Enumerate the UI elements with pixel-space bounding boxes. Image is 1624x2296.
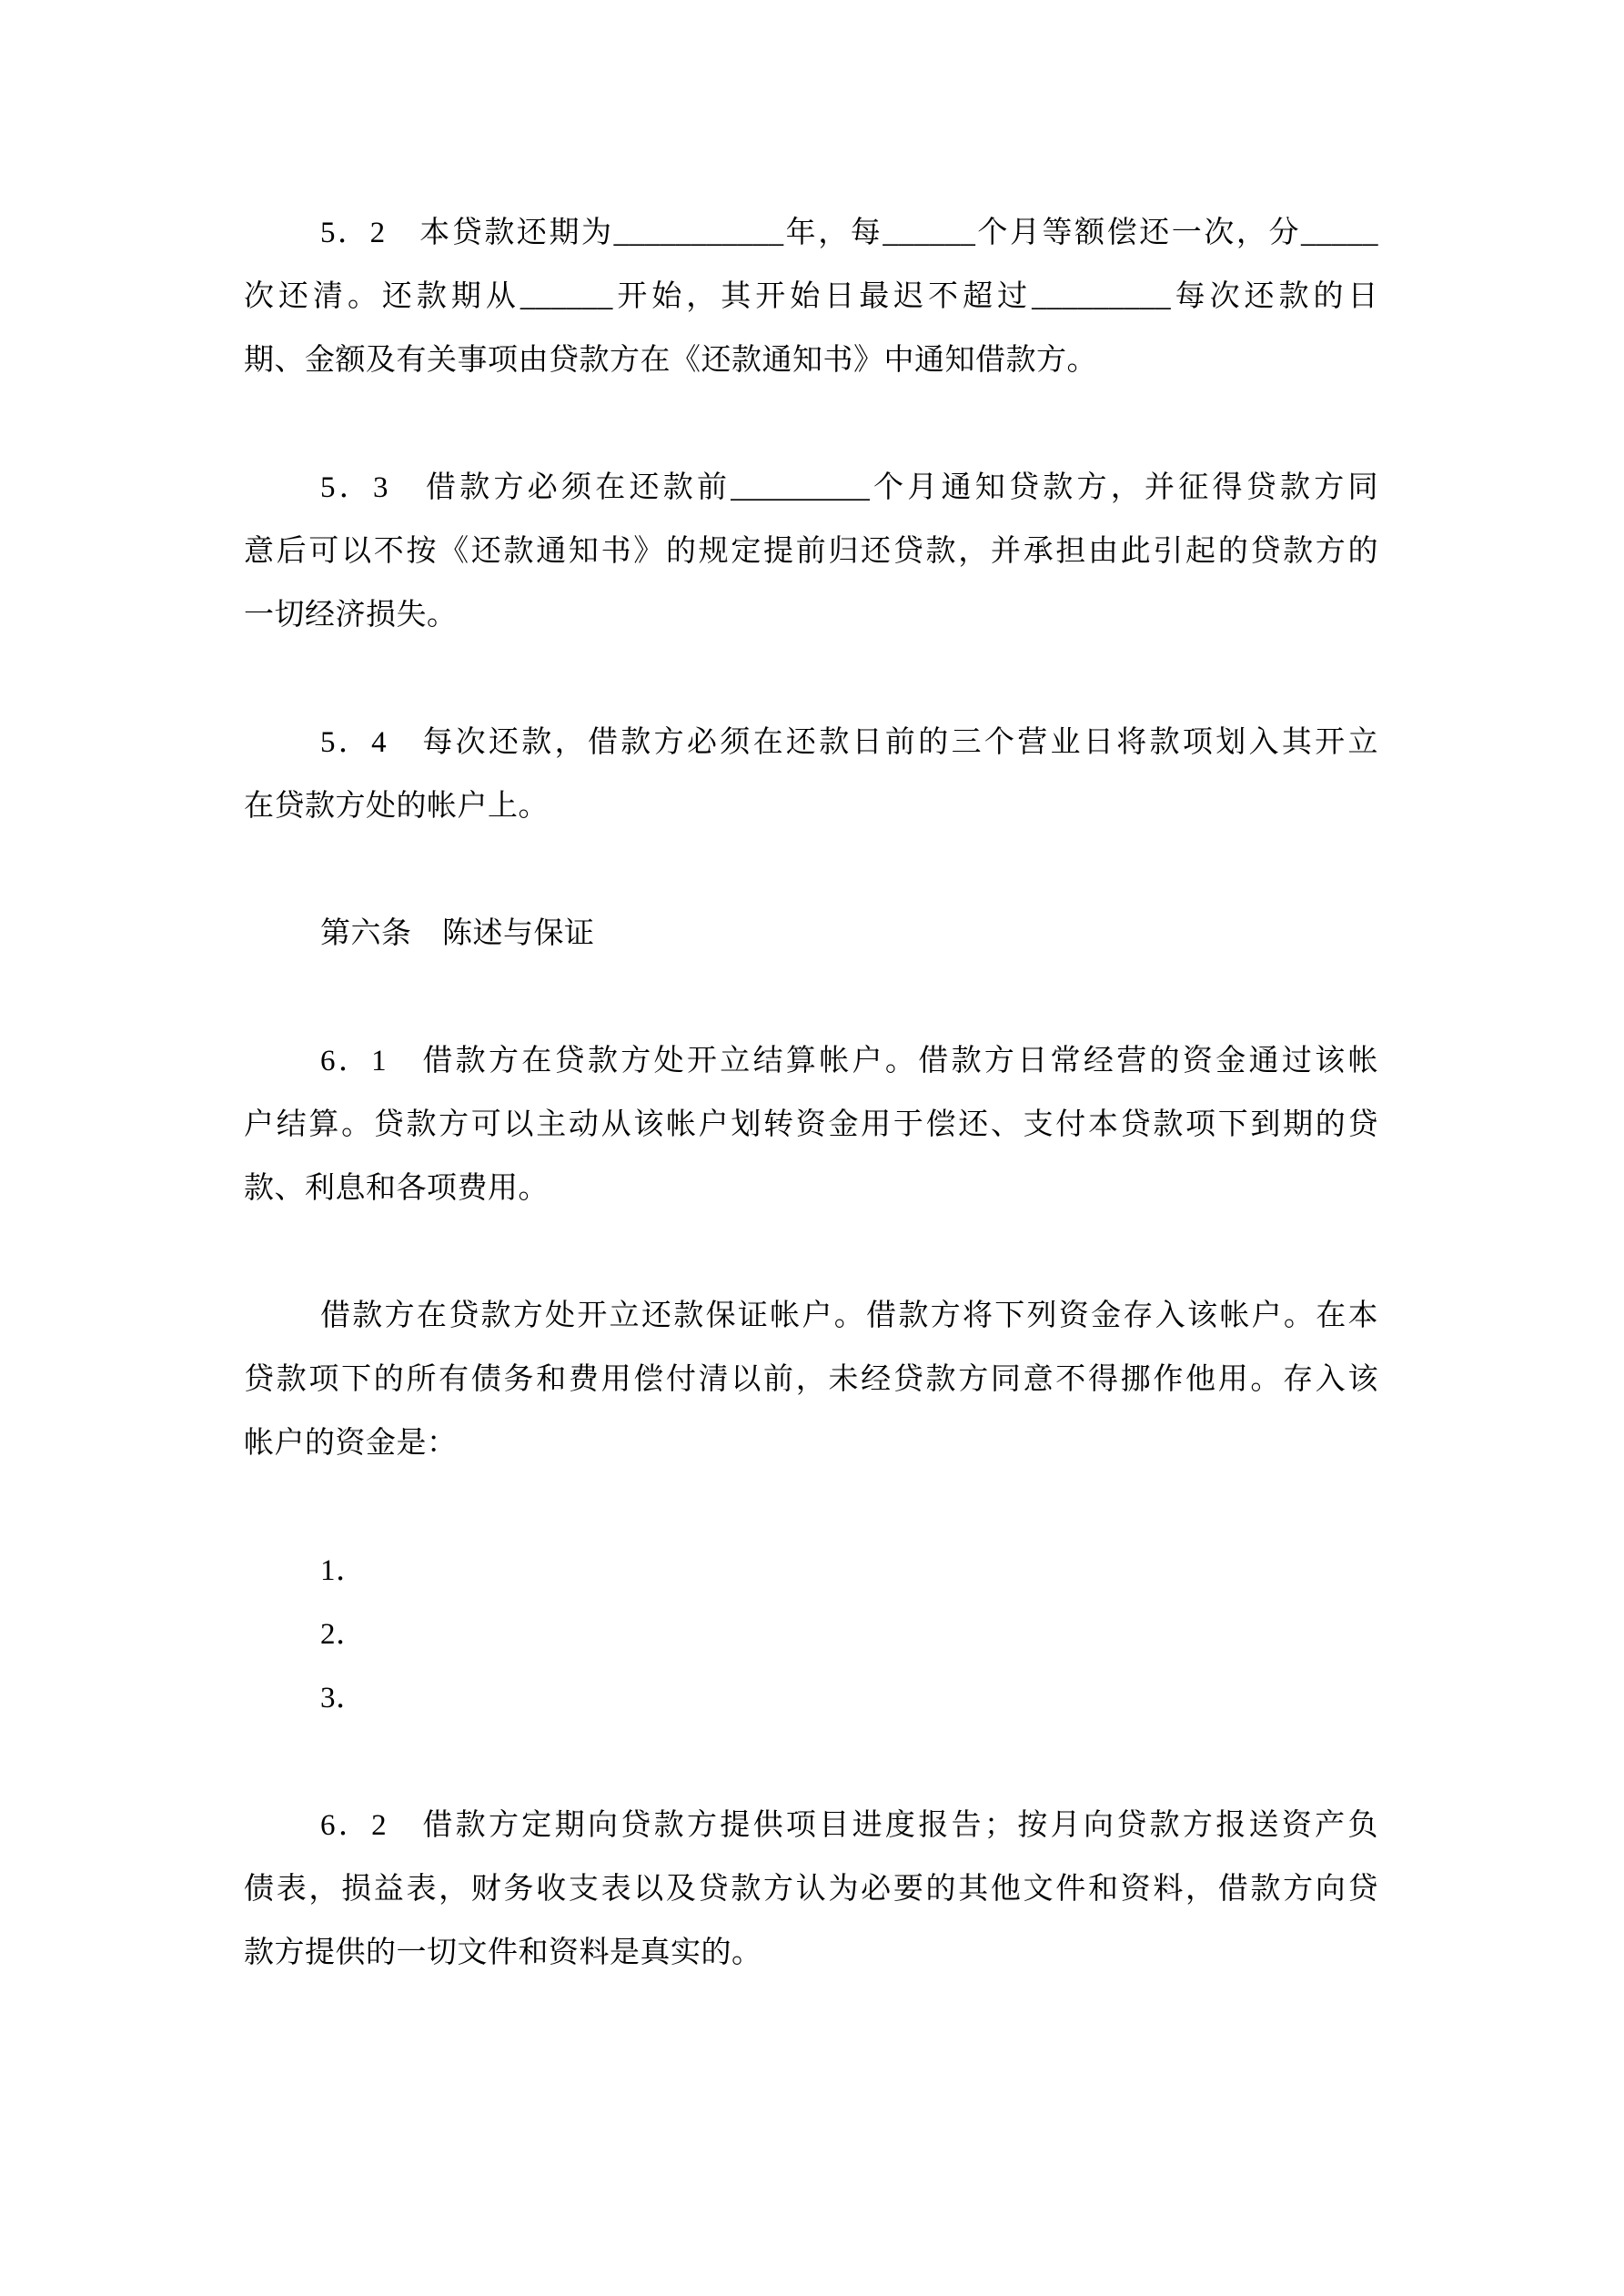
text-line: 次还清。还款期从______开始，其开始日最迟不超过_________每次还款的日	[244, 280, 1378, 313]
clause-5-3	[244, 456, 1378, 647]
text-line: 在贷款方处的帐户上。	[244, 790, 549, 823]
clause-5-4	[244, 711, 1378, 838]
text-line: 帐户的资金是：	[244, 1427, 458, 1460]
clause-6-2	[244, 1794, 1378, 1985]
text-line: 贷款项下的所有债务和费用偿付清以前，未经贷款方同意不得挪作他用。存入该	[244, 1363, 1378, 1396]
text-line: 借款方在贷款方处开立还款保证帐户。借款方将下列资金存入该帐户。在本	[320, 1300, 1378, 1332]
clause-6-1	[244, 1029, 1378, 1220]
text-line: 债表，损益表，财务收支表以及贷款方认为必要的其他文件和资料，借款方向贷	[244, 1873, 1378, 1906]
text-line: 2．	[320, 1618, 367, 1651]
text-line: 3．	[320, 1682, 367, 1714]
text-line: 一切经济损失。	[244, 599, 458, 632]
text-line: 款方提供的一切文件和资料是真实的。	[244, 1937, 762, 1969]
text-line: 意后可以不按《还款通知书》的规定提前归还贷款，并承担由此引起的贷款方的	[244, 535, 1378, 568]
clause-5-2	[244, 201, 1378, 392]
text-line: 5．3 借款方必须在还款前_________个月通知贷款方，并征得贷款方同	[320, 471, 1378, 504]
guarantee-account-paragraph	[244, 1284, 1378, 1475]
text-line: 1．	[320, 1554, 367, 1587]
text-line: 期、金额及有关事项由贷款方在《还款通知书》中通知借款方。	[244, 344, 1097, 377]
text-line: 6．2 借款方定期向贷款方提供项目进度报告；按月向贷款方报送资产负	[320, 1809, 1378, 1842]
text-line: 款、利息和各项费用。	[244, 1172, 549, 1205]
text-line: 第六条 陈述与保证	[320, 917, 595, 950]
text-line: 户结算。贷款方可以主动从该帐户划转资金用于偿还、支付本贷款项下到期的贷	[244, 1108, 1378, 1141]
text-line: 6．1 借款方在贷款方处开立结算帐户。借款方日常经营的资金通过该帐	[320, 1045, 1378, 1077]
article-6-heading	[244, 902, 1378, 966]
text-line: 5．2 本贷款还期为___________年，每______个月等额偿还一次，分_____	[320, 217, 1378, 249]
deposit-source-list	[244, 1539, 1378, 1730]
text-line: 5．4 每次还款，借款方必须在还款日前的三个营业日将款项划入其开立	[320, 726, 1378, 759]
document-body	[244, 201, 1378, 1985]
